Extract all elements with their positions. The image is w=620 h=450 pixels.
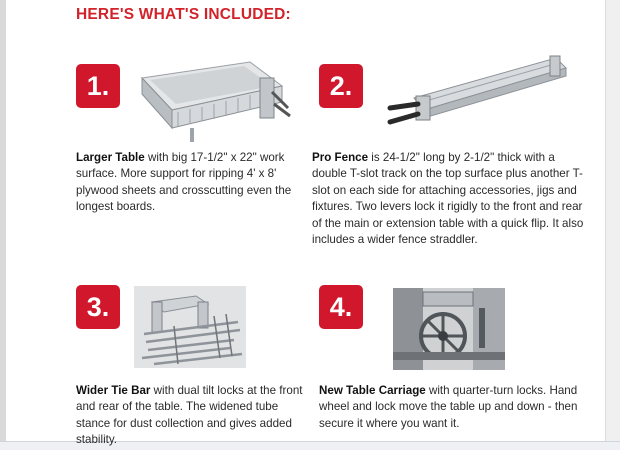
item-2-title: Pro Fence [312, 151, 369, 164]
item-4-description [319, 383, 583, 432]
item-3-text: with dual tilt locks at the front and rear of the table. The widened tube stance for dust collection and gives added stability. [76, 384, 303, 447]
item-3-tie-bar-image [134, 286, 246, 368]
item-2-pro-fence-image [384, 52, 570, 132]
item-4-title: New Table Carriage [319, 384, 426, 397]
item-1-title: Larger Table [76, 151, 145, 164]
item-3-number-badge: 3. [76, 285, 120, 329]
item-4-table-carriage-image [393, 288, 505, 370]
item-1-larger-table-image [132, 56, 292, 142]
item-4-number-badge: 4. [319, 285, 363, 329]
item-1-number-badge: 1. [76, 64, 120, 108]
item-1-description [76, 150, 298, 216]
scrollbar-track[interactable] [605, 0, 620, 450]
item-2-description [312, 150, 584, 248]
item-3-description [76, 383, 306, 449]
left-border [0, 0, 6, 450]
item-3-title: Wider Tie Bar [76, 384, 151, 397]
section-heading: HERE'S WHAT'S INCLUDED: [76, 6, 291, 23]
item-4-text: with quarter-turn locks. Hand wheel and lock move the table up and down - then secure it where you want it. [319, 384, 578, 430]
item-2-number-badge: 2. [319, 64, 363, 108]
item-1-text: with big 17-1/2" x 22" work surface. More support for ripping 4' x 8' plywood sheets and crosscutting even the longest boards. [76, 151, 292, 214]
item-2-text: is 24-1/2" long by 2-1/2" thick with a double T-slot track on the top surface plus another T-slot on each side for attaching accessories, jigs and fixtures. Two levers lock it rigidly to the front and rear of the main or extension table with a quick flip. It also includes a wider fence straddler. [312, 151, 584, 247]
